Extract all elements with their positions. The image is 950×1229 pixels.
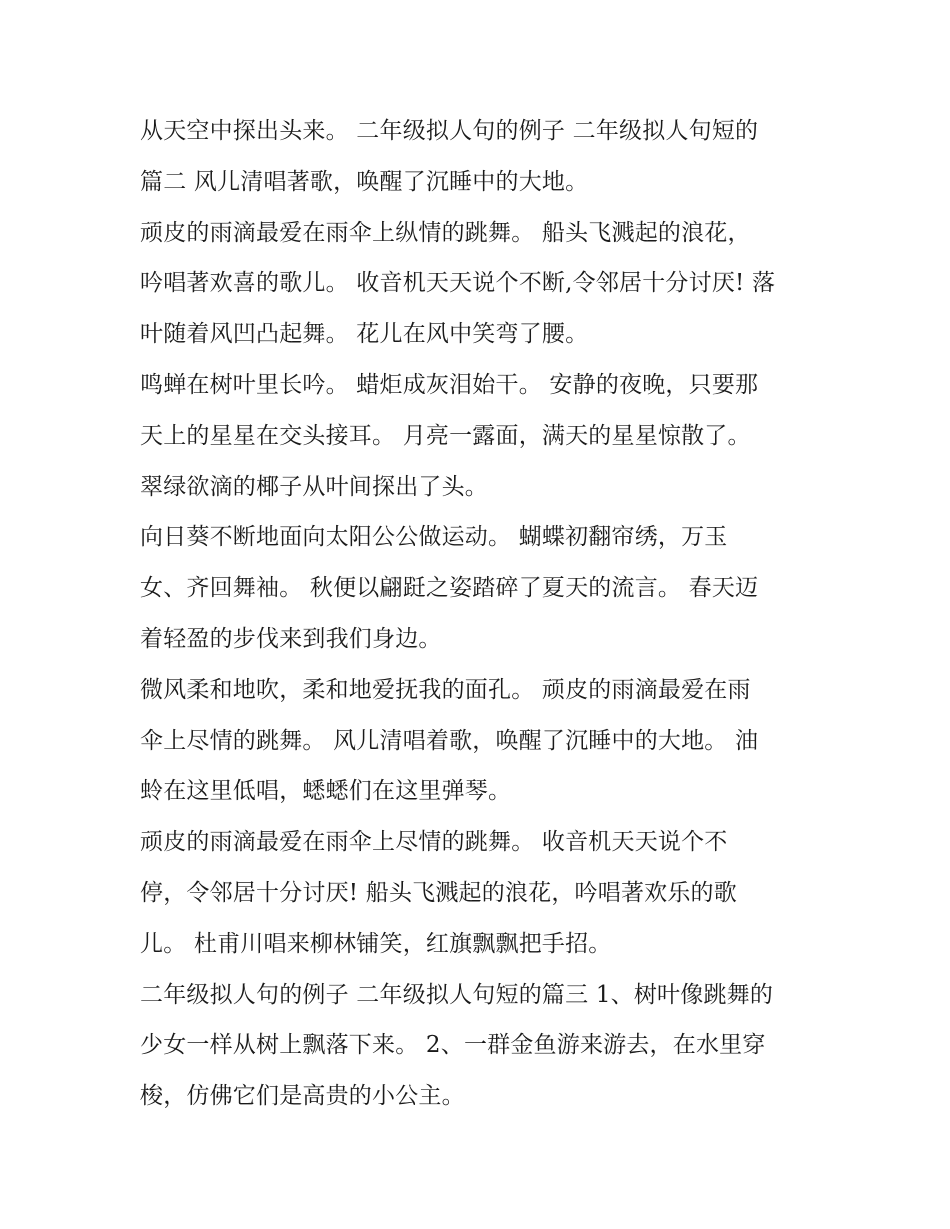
text-line: 二年级拟人句的例子 二年级拟人句短的篇三 1、树叶像跳舞的 xyxy=(140,981,774,1008)
text-line: 顽皮的雨滴最爱在雨伞上纵情的跳舞。 船头飞溅起的浪花， xyxy=(140,219,751,246)
text-line: 翠绿欲滴的椰子从叶间探出了头。 xyxy=(140,473,488,500)
text-line: 着轻盈的步伐来到我们身边。 xyxy=(140,625,442,652)
text-line: 少女一样从树上飘落下来。 2、一群金鱼游来游去，在水里穿 xyxy=(140,1032,766,1059)
text-line: 梭，仿佛它们是高贵的小公主。 xyxy=(140,1083,465,1110)
text-line: 叶随着风凹凸起舞。 花儿在风中笑弯了腰。 xyxy=(140,321,589,348)
text-line: 鸣蝉在树叶里长吟。 蜡炬成灰泪始干。 安静的夜晚，只要那 xyxy=(140,371,759,398)
text-line: 蛉在这里低唱，蟋蟋们在这里弹琴。 xyxy=(140,778,512,805)
text-line: 微风柔和地吹，柔和地爱抚我的面孔。 顽皮的雨滴最爱在雨 xyxy=(140,676,751,703)
text-line: 儿。 杜甫川唱来柳林铺笑，红旗飘飘把手招。 xyxy=(140,930,612,957)
text-line: 女、齐回舞袖。 秋便以翩跹之姿踏碎了夏天的流言。 春天迈 xyxy=(140,575,759,602)
text-line: 吟唱著欢喜的歌儿。 收音机天天说个不断,令邻居十分讨厌! 落 xyxy=(140,270,776,297)
text-line: 伞上尽情的跳舞。 风儿清唱着歌，唤醒了沉睡中的大地。 油 xyxy=(140,727,759,754)
text-line: 从天空中探出头来。 二年级拟人句的例子 二年级拟人句短的 xyxy=(140,118,759,144)
text-line: 顽皮的雨滴最爱在雨伞上尽情的跳舞。 收音机天天说个不 xyxy=(140,829,728,856)
text-line: 向日葵不断地面向太阳公公做运动。 蝴蝶初翻帘绣，万玉 xyxy=(140,524,728,551)
text-line: 停，令邻居十分讨厌! 船头飞溅起的浪花，吟唱著欢乐的歌 xyxy=(140,879,737,906)
text-line: 天上的星星在交头接耳。 月亮一露面，满天的星星惊散了。 xyxy=(140,422,751,449)
document-body xyxy=(140,106,820,1122)
text-line: 篇二 风儿清唱著歌，唤醒了沉睡中的大地。 xyxy=(140,168,589,195)
